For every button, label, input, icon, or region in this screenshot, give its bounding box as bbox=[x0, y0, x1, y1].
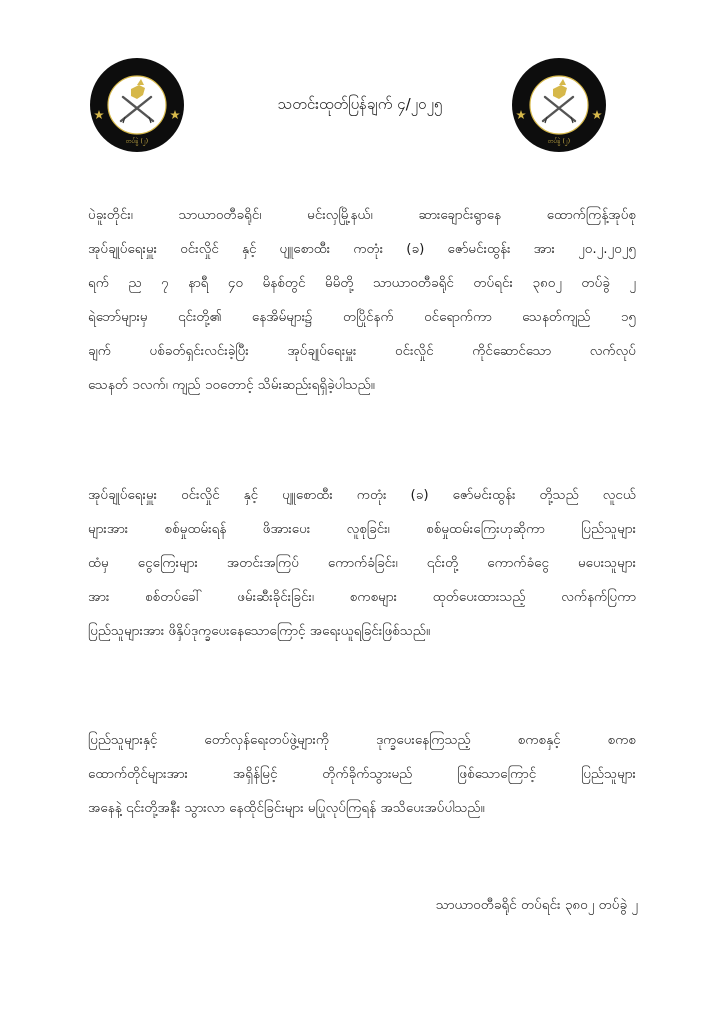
paragraph-line: ပြည်သူများအား ဖိနှိပ်ဒုက္ခပေးနေသောကြောင့် အရေးယူရခြင်းဖြစ်သည်။ bbox=[88, 623, 431, 639]
signature-line: သာယာဝတီခရိုင် တပ်ရင်း ၃၈၀၂ တပ်ခွဲ ၂ bbox=[435, 897, 638, 913]
crossed-rifles-emblem-icon bbox=[87, 55, 187, 155]
crossed-rifles-emblem-icon bbox=[509, 55, 609, 155]
paragraph-line: ပြည်သူများနှင့် တော်လှန်ရေးတပ်ဖွဲ့များကို ဒုက္ခပေးနေကြသည့် စကစနှင့် စကစ bbox=[88, 732, 636, 748]
svg-text:တပ်ခွဲ (၂): တပ်ခွဲ (၂) bbox=[125, 138, 149, 145]
paragraph-line: ပဲခူးတိုင်း၊ သာယာဝတီခရိုင်၊ မင်းလှမြို့နယ်၊ ဆားချောင်းရွာနေ ထောက်ကြန့်အုပ်စု bbox=[88, 207, 636, 223]
unit-seal-right bbox=[509, 55, 609, 155]
paragraph-line: ချက် ပစ်ခတ်ရှင်းလင်းခဲ့ပြီး အုပ်ချုပ်ရေးမှူး ဝင်းလှိုင် ကိုင်ဆောင်သော လက်လုပ် bbox=[88, 343, 636, 359]
paragraph-line: အုပ်ချုပ်ရေးမှူး ဝင်းလှိုင် နှင့် ပျူစောထီး ကတုံး (ခ) ဇော်မင်းထွန်း အား ၂၀.၂.၂၀၂၅ bbox=[88, 241, 636, 257]
paragraph-line: ထောက်တိုင်များအား အရှိန်မြင့် တိုက်ခိုက်သွားမည် ဖြစ်သောကြောင့် ပြည်သူများ bbox=[88, 766, 636, 782]
paragraph-line: အုပ်ချုပ်ရေးမှူး ဝင်းလှိုင် နှင့် ပျူစောထီး ကတုံး (ခ) ဇော်မင်းထွန်း တို့သည် လူငယ် bbox=[88, 487, 636, 503]
paragraph-2 bbox=[88, 485, 636, 655]
paragraph-line: ထံမှ ငွေကြေးများ အတင်းအကြပ် ကောက်ခံခြင်း၊ ၎င်းတို့ ကောက်ခံငွေ မပေးသူများ bbox=[88, 555, 636, 571]
paragraph-line: ရဲဘော်များမှ ၎င်းတို့၏ နေအိမ်များ၌ တပြိုင်နက် ဝင်ရောက်ကာ သေနတ်ကျည် ၁၅ bbox=[88, 309, 636, 325]
paragraph-line: အား စစ်တပ်ခေါ် ဖမ်းဆီးခိုင်းခြင်း၊ စကစများ ထုတ်ပေးထားသည့် လက်နက်ပြကာ bbox=[88, 589, 636, 605]
paragraph-3 bbox=[88, 730, 636, 832]
paragraph-line: များအား စစ်မှုထမ်းရန် ဖိအားပေး လူစုခြင်း၊ စစ်မှုထမ်းကြေးဟုဆိုကာ ပြည်သူများ bbox=[88, 521, 636, 537]
paragraph-1 bbox=[88, 205, 636, 409]
paragraph-line: သေနတ် ၁လက်၊ ကျည် ၁၀တောင့် သိမ်းဆည်းရရှိခဲ့ပါသည်။ bbox=[88, 377, 375, 393]
unit-seal-left bbox=[87, 55, 187, 155]
paragraph-line: အနေနဲ့ ၎င်းတို့အနီး သွားလာ နေထိုင်ခြင်းများ မပြုလုပ်ကြရန် အသိပေးအပ်ပါသည်။ bbox=[88, 800, 485, 816]
svg-text:တပ်ခွဲ (၂): တပ်ခွဲ (၂) bbox=[547, 138, 571, 145]
paragraph-line: ရက် ည ၇ နာရီ ၄၀ မိနစ်တွင် မိမိတို့ သာယာဝတီခရိုင် တပ်ရင်း ၃၈၀၂ တပ်ခွဲ ၂ bbox=[88, 275, 636, 291]
press-release-title: သတင်းထုတ်ပြန်ချက် ၄/၂၀၂၅ bbox=[277, 95, 443, 113]
